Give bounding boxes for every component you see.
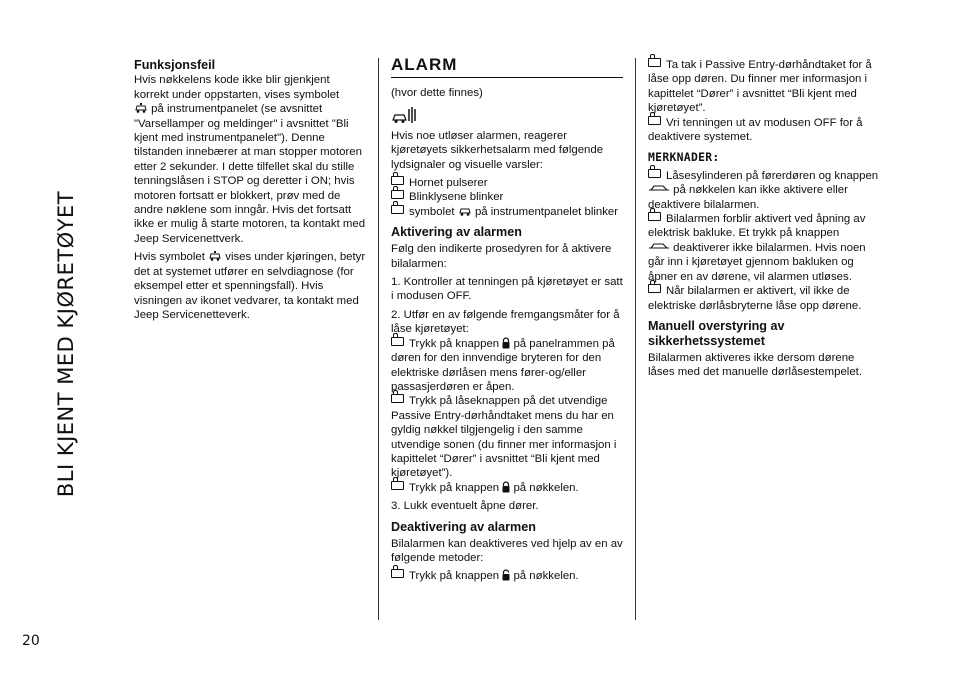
car-alarm-icon — [391, 105, 419, 125]
subtitle: (hvor dette finnes) — [391, 87, 483, 100]
list-item — [391, 205, 623, 219]
step-1: 1. Kontroller at tenningen på kjøretøyet er satt i modusen OFF. — [391, 276, 623, 303]
text: Hvis symbolet — [134, 251, 205, 264]
bullet-icon — [648, 116, 661, 125]
bullet-icon — [391, 569, 404, 578]
deactivation-intro: Bilalarmen kan deaktiveres ved hjelp av en av følgende metoder: — [391, 537, 623, 564]
text: Låsesylinderen på førerdøren og knappen — [666, 169, 879, 182]
alarm-intro: Hvis noe utløser alarmen, reagerer kjøretøyets sikkerhetsalarm med følgende lydsignaler og visuelle varsler: — [391, 129, 604, 171]
list-item — [391, 481, 623, 495]
lock-icon — [502, 337, 510, 349]
list-item — [391, 394, 623, 480]
list-item — [391, 569, 623, 583]
text: Hornet pulserer — [409, 177, 488, 190]
list-item — [648, 58, 880, 116]
text: vises under kjøringen, betyr det at systemet utfører en selvdiagnose (for eksempel etter et spenningsfall). Hvis visningen av ikonet vedvarer, ta kontakt med Jeep Servicenetteverk. — [134, 251, 366, 321]
text: Trykk på låseknappen på det utvendige Passive Entry-dørhåndtaket mens du har en gyldig nøkkel tilgjengelig i den samme utvendige sonen (du finner mer informasjon i kapittelet “Dører” i avsnittet “Bli kjent med kjøretøyet”). — [391, 395, 617, 480]
list-item — [648, 284, 880, 313]
unlock-icon — [502, 569, 510, 581]
text: på instrumentpanelet (se avsnittet "Varsellamper og meldinger" i avsnittet "Bli kjent med instrumentpanelet"). Denne tilstanden innebærer at man stopper motoren etter 2 sekunder. I dette tilfellet skal du stille tenningslåsen i STOP og deretter i ON; hvis motoren fortsatt er blokkert, prøv med de andre nøklene som inngår. Hvis det fortsatt ikke er mulig å starte motoren, ta kontakt med Jeep Servicenettverk. — [134, 103, 366, 245]
list-item — [391, 176, 623, 190]
trunk-key-icon — [648, 242, 670, 251]
text: symbolet — [409, 205, 455, 218]
text: på nøkkelen kan ikke aktivere eller deaktivere bilalarmen. — [648, 184, 848, 211]
bullet-icon — [391, 205, 404, 214]
bullet-icon — [648, 169, 661, 178]
list-item — [648, 212, 880, 284]
bullet-icon — [391, 394, 404, 403]
text: på nøkkelen. — [513, 481, 579, 494]
list-item — [391, 337, 623, 395]
column-2 — [391, 55, 623, 588]
bullet-icon — [391, 481, 404, 490]
text: på instrumentpanelet blinker — [474, 205, 619, 218]
car-key-warning-icon — [458, 205, 472, 217]
paragraph-malfunction-1 — [134, 73, 366, 246]
bullet-icon — [391, 337, 404, 346]
text: Hvis nøkkelens kode ikke blir gjenkjent korrekt under oppstarten, vises symbolet — [134, 74, 340, 101]
heading-funksjonsfeil: Funksjonsfeil — [134, 58, 216, 72]
list-item — [648, 169, 880, 212]
text: Bilalarmen forblir aktivert ved åpning av elektrisk bakluke. Et trykk på knappen — [648, 213, 866, 240]
text: deaktiverer ikke bilalarmen. Hvis noen går inn i kjøretøyet gjennom bakluken og åpner en av dørene, vil alarmen utløses. — [648, 241, 866, 283]
lock-icon — [502, 481, 510, 493]
text: Ta tak i Passive Entry-dørhåndtaket for å låse opp døren. Du finner mer informasjon i kapittelet “Dører” i avsnittet “Bli kjent med kjøretøyet”. — [648, 59, 872, 115]
list-item — [391, 190, 623, 204]
chapter-title-text: BLI KJENT MED KJØRETØYET — [54, 190, 78, 498]
text: Trykk på knappen — [409, 481, 500, 494]
title-rule — [391, 77, 623, 78]
text: Vri tenningen ut av modusen OFF for å deaktivere systemet. — [648, 116, 863, 144]
text: Trykk på knappen — [409, 570, 500, 583]
step-2: 2. Utfør en av følgende fremgangsmåter for å låse kjøretøyet: — [391, 308, 620, 336]
column-divider — [378, 58, 379, 620]
car-key-warning-icon — [208, 250, 222, 262]
column-divider — [635, 58, 636, 620]
bullet-icon — [648, 212, 661, 221]
bullet-icon — [648, 284, 661, 293]
page-number: 20 — [22, 633, 40, 649]
car-key-warning-icon — [134, 102, 148, 114]
activation-intro: Følg den indikerte prosedyren for å aktivere bilalarmen: — [391, 243, 612, 270]
bullet-icon — [391, 176, 404, 185]
bullet-icon — [648, 58, 661, 67]
notes-title: MERKNADER: — [648, 150, 720, 165]
list-item — [648, 116, 880, 145]
column-1 — [134, 58, 366, 326]
text: Blinklysene blinker — [409, 191, 504, 204]
text: på panelrammen på døren for den innvendige bryteren for den elektriske dørlåsen mens fører-og/eller passasjerdøren er åpen. — [391, 337, 615, 393]
column-3 — [648, 58, 880, 384]
section-title-alarm: ALARM — [391, 55, 458, 74]
paragraph-malfunction-2 — [134, 250, 366, 322]
heading-deactivation: Deaktivering av alarmen — [391, 519, 536, 534]
heading-activation: Aktivering av alarmen — [391, 225, 522, 240]
trunk-key-icon — [648, 184, 670, 193]
text: Trykk på knappen — [409, 337, 500, 350]
heading-manual-override: Manuell overstyring av sikkerhetssystemet — [648, 318, 785, 348]
text: på nøkkelen. — [513, 570, 579, 583]
step-3: 3. Lukk eventuelt åpne dører. — [391, 500, 539, 513]
manual-override-text: Bilalarmen aktiveres ikke dersom dørene låses med det manuelle dørlåsestempelet. — [648, 351, 862, 379]
bullet-icon — [391, 190, 404, 199]
text: Når bilalarmen er aktivert, vil ikke de elektriske dørlåsbryterne låse opp dørene. — [648, 285, 862, 312]
